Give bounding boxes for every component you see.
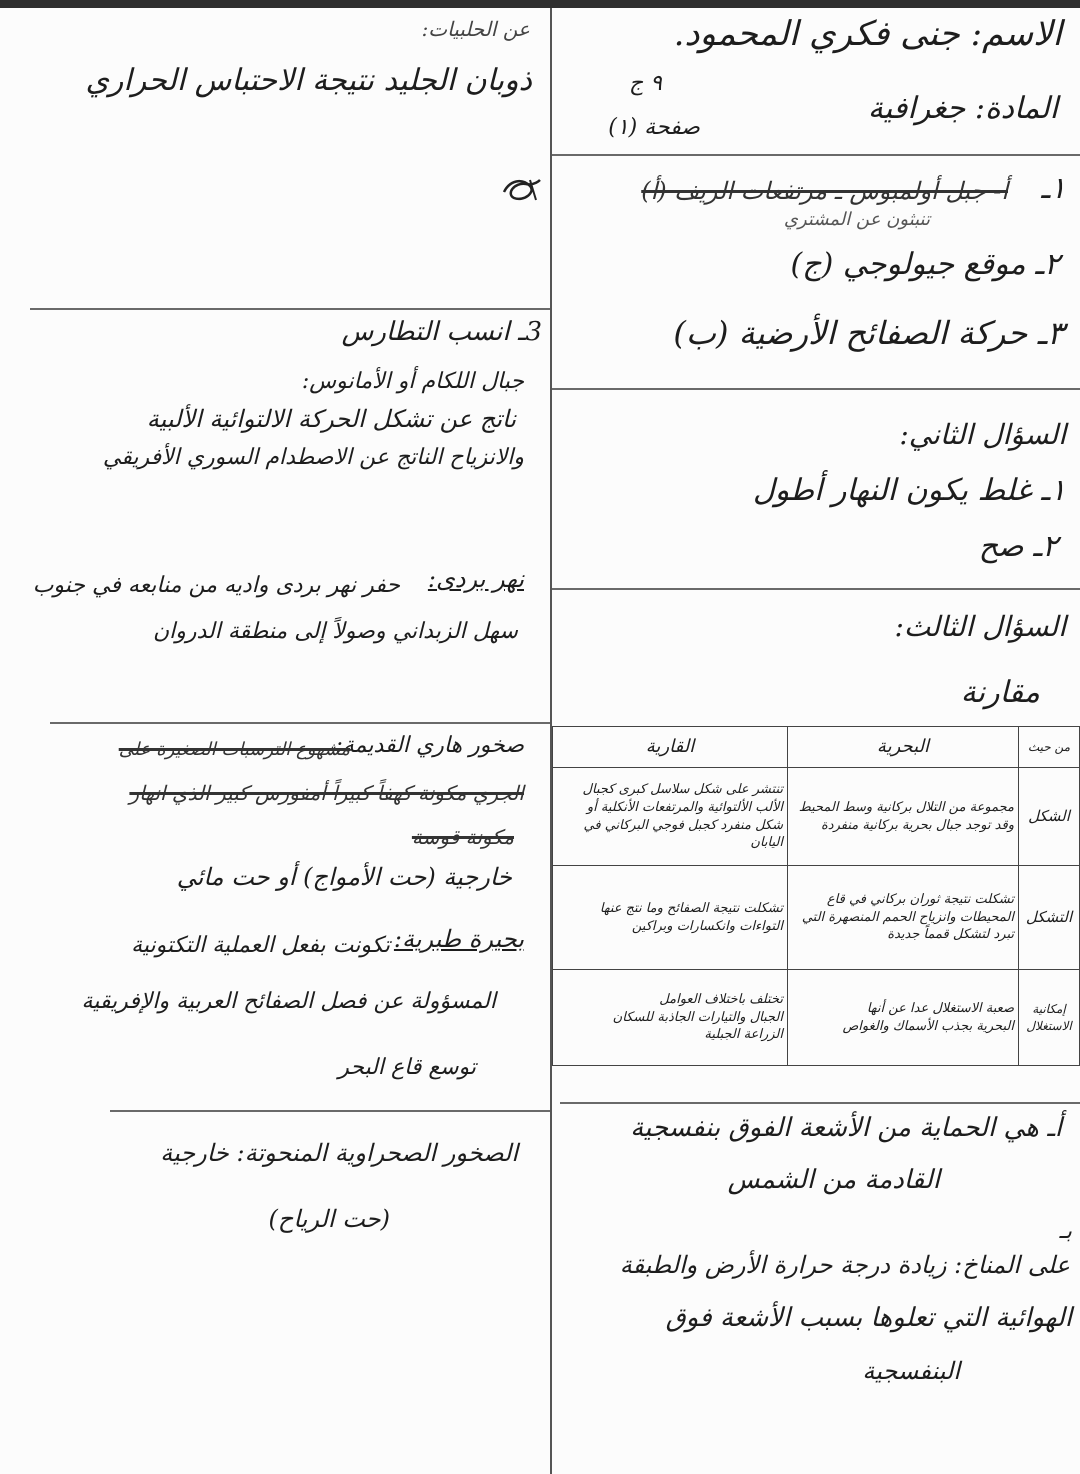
- student-name: الاسم: جنى فكري المحمود.: [673, 14, 1062, 54]
- cell-line: تختلف باختلاف العوامل: [659, 992, 783, 1008]
- q4-a-line1: أـ هي الحماية من الأشعة الفوق بنفسجية: [630, 1113, 1062, 1143]
- q4-b-line2: الهوائية التي تعلوها بسبب الأشعة فوق: [665, 1303, 1072, 1333]
- cell-line: البحرية بجذب الأسماك والغواص: [842, 1018, 1014, 1034]
- caves-struck1: مشهوع الترسبات الصغيرة على: [118, 739, 350, 760]
- table-header-cell: القارية: [553, 727, 788, 768]
- q1-item1-prefix: ١ـ: [1041, 171, 1066, 206]
- mountains-line1: ناتج عن تشكل الحركة الالتوائية الألبية: [146, 405, 516, 433]
- left-line1: ذوبان الجليد نتيجة الاحتباس الحراري: [85, 63, 532, 98]
- table-row: [553, 970, 1080, 1066]
- table-cell: [788, 970, 1019, 1066]
- q1-item2: ٢ـ موقع جيولوجي (ج): [790, 247, 1060, 282]
- comparison-table: [552, 726, 1080, 1066]
- divider: [552, 388, 1080, 390]
- cell-line: الزراعة الجبلية: [704, 1027, 783, 1043]
- q2-title: السؤال الثاني:: [899, 418, 1066, 451]
- divider: [50, 722, 550, 724]
- table-cell: مجموعة من التلال بركانية وسط المحيط وقد توجد جبال بحرية بركانية منفردة: [788, 768, 1019, 866]
- divider: [560, 1102, 1080, 1104]
- river-line2: سهل الزبداني وصولاً إلى منطقة الدروان: [152, 619, 518, 644]
- caves-struck3: مكونة قوسة: [411, 825, 514, 849]
- left-q3-title: 3ـ انسب التطارس: [341, 317, 542, 347]
- subject-line: المادة: جغرافية: [867, 91, 1058, 126]
- lake-label: بحيرة طبرية:: [393, 925, 524, 953]
- table-cell: تشكلت نتيجة الصفائح وما نتج عنها التواءات وانكسارات وبراكين: [553, 866, 788, 970]
- q3-title: السؤال الثالث:: [894, 610, 1066, 643]
- divider: [552, 588, 1080, 590]
- q3-subtitle: مقارنة: [960, 675, 1040, 710]
- q4-a-line2: القادمة من الشمس: [727, 1165, 940, 1195]
- table-row: [553, 768, 1080, 866]
- row-key: الشكل: [1019, 768, 1080, 866]
- caves-answer: خارجية (حت الأمواج) أو حت مائي: [176, 863, 512, 891]
- row-key: التشكل: [1019, 866, 1080, 970]
- q4-b-line1: على المناخ: زيادة درجة حرارة الأرض والطبقة: [619, 1251, 1070, 1279]
- top-edge: [0, 0, 1080, 8]
- page-label: صفحة (١): [608, 115, 700, 140]
- grade-label: ٩ ج: [628, 71, 662, 96]
- lake-line2: المسؤولة عن فصل الصفائح العربية والإفريقية: [81, 989, 496, 1014]
- lake-line1: تكونت بفعل العملية التكتونية: [131, 933, 390, 958]
- mountains-line2: والانزياح الناتج عن الاصطدام السوري الأفريقي: [102, 445, 524, 470]
- table-header-cell: البحرية: [788, 727, 1019, 768]
- desert-line2: (حت الرياح): [268, 1205, 390, 1233]
- table-header-row: [553, 727, 1080, 768]
- divider: [110, 1110, 550, 1112]
- cell-line: الجبال والتيارات الجاذبة للسكان: [612, 1009, 783, 1025]
- desert-line1: الصخور الصحراوية المنحوتة: خارجية: [160, 1139, 518, 1167]
- q1-item1-struck: أ- جبل أولمبوس ـ مرتفعات الريف (أ): [641, 177, 1008, 205]
- q4-b-line3: البنفسجية: [862, 1357, 960, 1385]
- caves-struck2: الجري مكونة كهفاً كبيراً أمفورس كبير الذي انهار: [129, 781, 524, 805]
- table-cell: تنتشر على شكل سلاسل كبرى كجبال الألب الألتوائية والمرتفعات الأنكلية أو شكل منفرد كجبل فوجي البركاني في اليابان: [553, 768, 788, 866]
- q1-item3: ٣ـ حركة الصفائح الأرضية (ب): [673, 314, 1064, 352]
- divider: [30, 308, 550, 310]
- q4-b-label: بـ: [1059, 1219, 1072, 1244]
- cell-line: صعبة الاستغلال عدا عن أنها: [866, 1000, 1014, 1016]
- scribble-mark: [500, 176, 544, 206]
- table-cell: تشكلت نتيجة ثوران بركاني في قاع المحيطات وانزياح الحمم المنصهرة التي تبرد لتشكل قمماً جديدة: [788, 866, 1019, 970]
- q1-item1-note: تنبثون عن المشتري: [783, 209, 930, 230]
- caves-title: صخور هاري القديمة:: [335, 733, 524, 758]
- river-line1: حفر نهر بردى واديه من منابعه في جنوب: [32, 573, 400, 598]
- divider: [552, 154, 1080, 156]
- q2-item2: ٢ـ صح: [978, 529, 1058, 564]
- river-label: نهر بردى:: [427, 565, 524, 593]
- row-key: إمكانية الاستغلال: [1019, 970, 1080, 1066]
- table-header-cell: من حيث: [1019, 727, 1080, 768]
- left-header: عن الحلبيات:: [421, 17, 530, 41]
- q2-item1: ١ـ غلط يكون النهار أطول: [752, 473, 1066, 508]
- table-row: [553, 866, 1080, 970]
- lake-line3: توسع قاع البحر: [338, 1055, 476, 1080]
- table-cell: [553, 970, 788, 1066]
- mountains-title: جبال اللكام أو الأمانوس:: [301, 369, 524, 394]
